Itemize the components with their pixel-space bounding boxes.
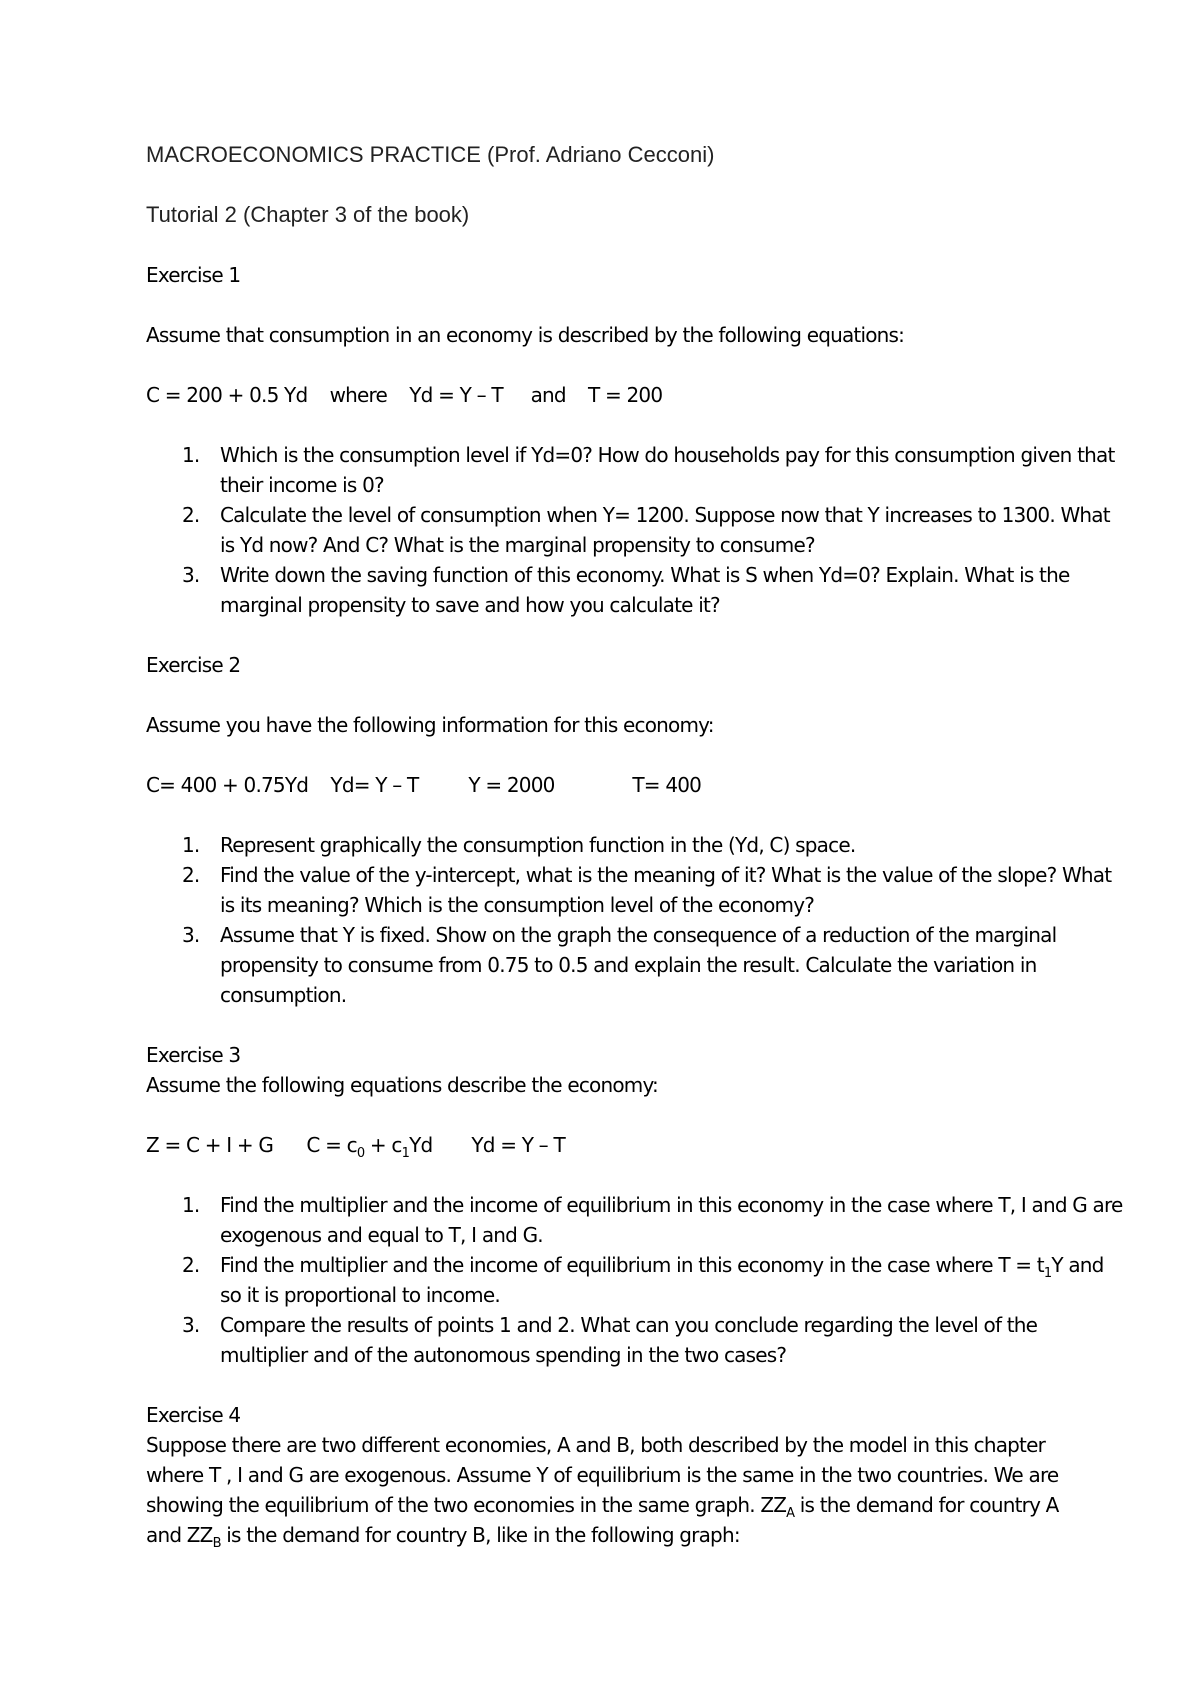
list-item: 1. Represent graphically the consumption function in the (Yd, C) space.: [182, 833, 856, 857]
exercise-3-equation: Z = C + I + G $C = c_0 + c_1Yd$ Yd = Y – T: [146, 1133, 565, 1161]
exercise-1-heading: Exercise 1: [146, 263, 241, 287]
list-item: 2. Find the multiplier and the income of equilibrium in this economy in the case where $T = t_1Y$ and so it is proportional to income.: [182, 1253, 1104, 1307]
list-item: 3. Assume that Y is fixed. Show on the graph the consequence of a reduction of the marginal propensity to consume from 0.75 to 0.5 and explain the result. Calculate the variation in consumption.: [182, 923, 1057, 1007]
exercise-2-equation: C= 400 + 0.75Yd Yd= Y – T Y = 2000 T= 400: [146, 773, 702, 797]
exercise-3-heading: Exercise 3: [146, 1043, 241, 1067]
document-page: [146, 140, 1123, 1551]
exercise-2-heading: Exercise 2: [146, 653, 241, 677]
document-subtitle: Tutorial 2 (Chapter 3 of the book): [146, 202, 470, 227]
exercise-3-question-list: [146, 1190, 1123, 1370]
exercise-3-intro: Assume the following equations describe the economy:: [146, 1073, 658, 1097]
exercise-4-paragraph: Suppose there are two different economies, A and B, both described by the model in this chapter where T , I and G are exogenous. Assume Y of equilibrium is the same in the two countries. We are showing the equilibrium of the two economies in the same graph. $ZZ_A$ is the demand for country A and $ZZ_B$ is the demand for country B, like in the following graph:: [146, 1433, 1059, 1551]
list-item: 3. Write down the saving function of this economy. What is S when Yd=0? Explain. What is the marginal propensity to save and how you calculate it?: [182, 563, 1070, 617]
list-item: 1. Find the multiplier and the income of equilibrium in this economy in the case where T, I and G are exogenous and equal to T, I and G.: [182, 1193, 1123, 1247]
exercise-4-heading: Exercise 4: [146, 1403, 241, 1427]
exercise-1-question-list: [146, 440, 1115, 620]
exercise-1-intro: Assume that consumption in an economy is described by the following equations:: [146, 323, 905, 347]
exercise-1-equation: C = 200 + 0.5 Yd where Yd = Y – T and T = 200: [146, 383, 663, 407]
list-item: 1. Which is the consumption level if Yd=0? How do households pay for this consumption given that their income is 0?: [182, 443, 1115, 497]
exercise-2-question-list: [146, 830, 1112, 1010]
list-item: 2. Calculate the level of consumption when Y= 1200. Suppose now that Y increases to 1300. What is Yd now? And C? What is the marginal propensity to consume?: [182, 503, 1110, 557]
exercise-2-intro: Assume you have the following information for this economy:: [146, 713, 714, 737]
list-item: 3. Compare the results of points 1 and 2. What can you conclude regarding the level of the multiplier and of the autonomous spending in the two cases?: [182, 1313, 1038, 1367]
list-item: 2. Find the value of the y-intercept, what is the meaning of it? What is the value of the slope? What is its meaning? Which is the consumption level of the economy?: [182, 863, 1112, 917]
document-title: MACROECONOMICS PRACTICE (Prof. Adriano Cecconi): [146, 142, 715, 167]
